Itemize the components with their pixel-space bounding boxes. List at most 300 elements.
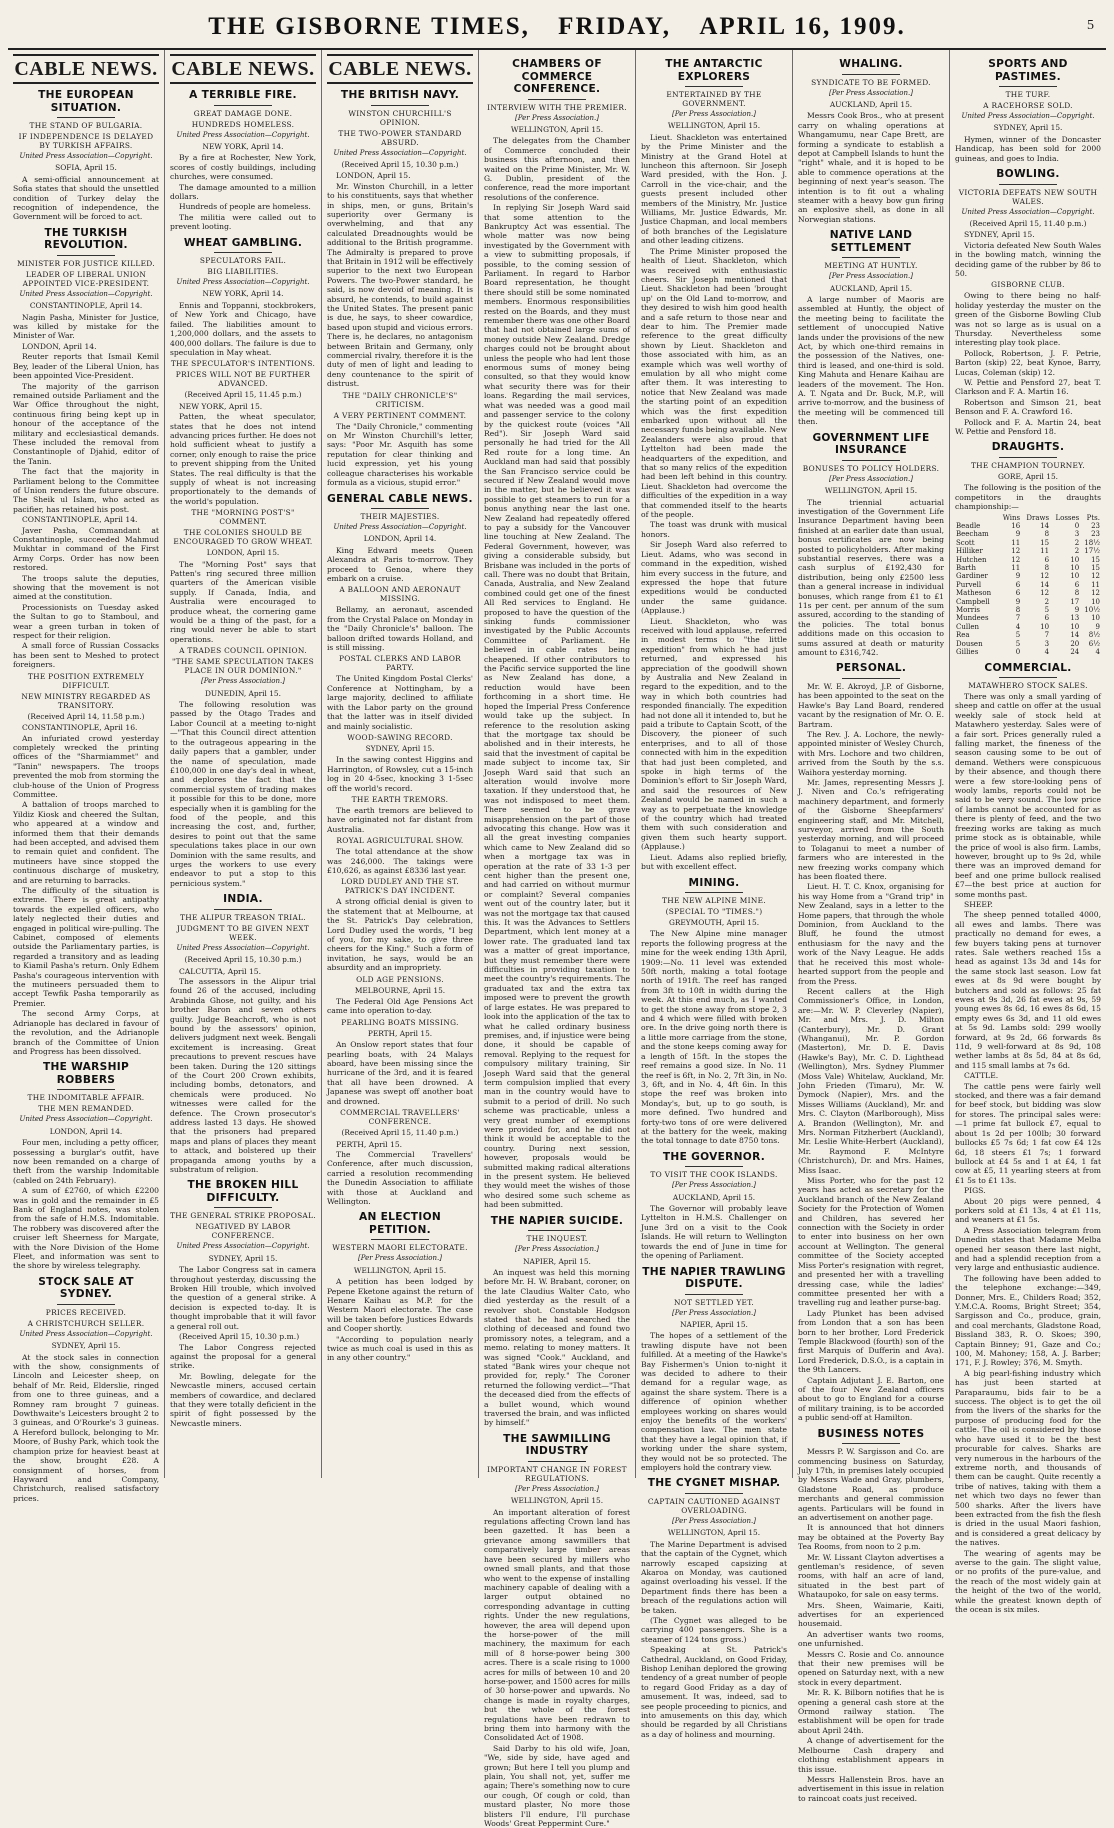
article-headline: THE NAPIER TRAWLING DISPUTE.: [642, 1265, 786, 1290]
article-headline: COMMERCIAL.: [984, 661, 1072, 674]
article-paragraph: The Labor Congress sat in camera throughout yesterday, discussing the Broken Hill trouble, which involved the question of a general strike. A decision is expected to-day. It is thought improbable that it will favor a general roll out.: [170, 1265, 316, 1331]
article-paragraph: Hymen, winner of the Doncaster Handicap, has been sold for 2000 guineas, and goes to India.: [955, 134, 1101, 163]
article-headline: BOWLING.: [996, 168, 1060, 181]
article-credit: [Per Press Association.]: [672, 1308, 756, 1317]
article: [327, 836, 473, 875]
article-dateline: WELLINGTON, April 15.: [824, 486, 918, 496]
article-paragraph: The Governor will probably leave Lyttelton in H.M.S. Challenger on June 3rd on a visit to the Cook Islands. He will return to Wellington towards the end of June in time for the opening of Parliament.: [641, 1204, 787, 1261]
article: [641, 1266, 787, 1473]
table-cell: 10: [1091, 597, 1100, 606]
headline-rule: [842, 74, 900, 75]
headline-rule: [371, 1239, 429, 1240]
table-cell: 11: [1091, 580, 1100, 589]
table-cell: 12: [1011, 547, 1021, 556]
masthead: [8, 6, 1106, 50]
article-subheading: A BALLOON AND AERONAUT MISSING.: [339, 585, 461, 604]
table-cell: Beecham: [956, 530, 989, 539]
article-paragraph: The assessors in the Alipur trial found 26 of the accused, including Arabinda Ghose, not guilty, and his brother Baron and seven others guilty. Judge Beachcroft, who is not bound by the assessors' opinion, delivers judgment next week. Bengali excitement is increasing. Great precautions to prevent rescues have been taken. During the 120 sittings of the Court 200 Crown exhibits, including bombs, detonators, and chemicals were produced. No witnesses were called for the defence. The Crown prosecutor's address lasted 13 days. He showed that the prisoners had prepared maps and plans of places they meant to attack, and bolstered up their propaganda among youths by a substratum of religion.: [170, 976, 316, 1175]
table-row: [955, 581, 1101, 589]
table-header-cell: [955, 514, 998, 522]
headline-rule: [842, 1443, 900, 1444]
article-dateline: WELLINGTON, April 15.: [510, 124, 604, 134]
article-credit: United Press Association—Copyright.: [176, 1242, 310, 1251]
table-row: [955, 572, 1101, 580]
article-paragraph: The Federal Old Age Pensions Act came into operation to-day.: [327, 997, 473, 1016]
article-paragraph: There was only a small yarding of sheep and cattle on offer at the usual weekly sale of stock held at Matawhero yesterday. Sales were of a fair sort. Prices generally ruled a falling market, the fineness of the season causing some to be out of demand. Wethers were conspicuous by their absence, and though there were a few store-looking pens of wooly lambs, reports could not be said to be very sound. The low price of lambs cannot be accounted for as there is plenty of feed, and the two freezing works are taking as much prime stock as is obtainable, while the price of wool is also firm. Lambs, however, brought up to 9s 2d, while there was an improved demand for beef and one prime bullock realised £7—the best price at auction for some months past.: [955, 692, 1101, 899]
table-cell: 20: [1070, 639, 1080, 648]
table-cell: Gillies: [956, 648, 979, 657]
article-dateline: SYDNEY, April 15.: [993, 123, 1063, 133]
article-subheading: WINSTON CHURCHILL'S OPINION.: [348, 108, 452, 127]
article-dateline: NEW YORK, April 14.: [202, 289, 284, 299]
article-dateline: PERTH, April 15.: [367, 1028, 433, 1038]
column-banner: CABLE NEWS.: [13, 54, 159, 84]
article-paragraph: Said Darby to his old wife, Joan, "We, side by side, have aged and grown; But here I tell you plump and plain, You shall not, yet, suffer me again; There's something now to cure our cough, Of cough or cold, than mustard plaster, No more those blisters I'll endure, I'll purchase Woods' Great Peppermint Cure.": [484, 1743, 630, 1828]
table-cell: 9: [1015, 597, 1021, 606]
article-paragraph: A Press Association telegram from Dunedin states that Madame Melba opened her season there last night, and had a splendid reception from a very large and enthusiastic audience.: [955, 1225, 1101, 1273]
article-dateline: (Received April 14, 11.58 p.m.): [27, 711, 145, 721]
article-subheading: THE CHAMPION TOURNEY.: [970, 460, 1086, 470]
article-paragraph: An infuriated crowd yesterday completely wrecked the printing offices of the "Sharmiammet" and "Tanin" newspapers. The troops prevented the mob from storming the club-house of the Union of Progress Committee.: [13, 733, 159, 799]
article-paragraph: Reuter reports that Ismail Kemil Bey, leader of the Liberal Union, has been appointed Vice-President.: [13, 352, 159, 381]
article: [327, 733, 473, 793]
article: [13, 89, 159, 222]
article-subheading: BIG LIABILITIES.: [207, 267, 279, 277]
article-paragraph: King Edward meets Queen Alexandra at Paris to-morrow. They proceed to Genoa, where they embark on a cruise.: [327, 545, 473, 584]
table-cell: 9: [1015, 572, 1021, 581]
table-row: [955, 640, 1101, 648]
article: [327, 877, 473, 972]
article-paragraph: The total attendance at the show was 246,000. The takings were £10,626, as against £8336 last year.: [327, 847, 473, 875]
article-paragraph: Mrs. Sheen, Waimarie, Kaiti, advertises for an experienced housemaid.: [798, 1600, 944, 1629]
table-cell: 23: [1091, 530, 1100, 539]
article-paragraph: Victoria defeated New South Wales in the bowling match, winning the deciding game of the rubber by 86 to 50.: [955, 240, 1101, 278]
article-paragraph: The wearing of agents may be averse to the gain. The slight value, or no profits of the pure-value, and the reach of the most widely gain at the height of the two of the world, while the greatest known depth of the ocean is six miles.: [955, 1548, 1101, 1614]
article-paragraph: The troops salute the deputies, showing that the movement is not aimed at the constitution.: [13, 573, 159, 602]
article-credit: [Per Press Association.]: [515, 1245, 599, 1254]
article-paragraph: Captain Adjutant J. E. Barton, one of the four New Zealand officers about to go to England for a course of military training, is to be accorded a public send-off at Hamilton.: [798, 1375, 944, 1423]
masthead-day: FRIDAY,: [558, 13, 672, 40]
article-subheading: IF INDEPENDENCE IS DELAYED BY TURKISH AFFAIRS.: [18, 132, 154, 150]
article-dateline: DUNEDIN, April 15.: [205, 688, 281, 698]
article-subheading: THE GENERAL STRIKE PROPOSAL.: [170, 1211, 316, 1221]
masthead-date: APRIL 16, 1909.: [699, 13, 906, 40]
table-row: [955, 631, 1101, 639]
article-paragraph: A petition has been lodged by Pepene Eketone against the return of Henare Kaihau as M.P. for the Western Maori electorate. The case will be taken before Justices Edwards and Cooper shortly.: [327, 1277, 473, 1334]
article: [798, 1428, 944, 1804]
article-subheading: GISBORNE CLUB.: [991, 280, 1065, 290]
article-subheading: CAPTAIN CAUTIONED AGAINST OVERLOADING.: [647, 1496, 781, 1515]
article-subheading: THE INDOMITABLE AFFAIR.: [27, 1093, 145, 1103]
article-paragraph: The United Kingdom Postal Clerks' Conference at Nottingham, by a large majority, declined to affiliate with the Labor party on the ground that the latter was in itself divided and mainly socialistic.: [327, 674, 473, 731]
article-paragraph: SHEEP.: [964, 899, 993, 909]
article-headline: THE ANTARCTIC EXPLORERS: [665, 58, 763, 83]
article: [641, 1477, 787, 1739]
headline-rule: [371, 105, 429, 106]
article-subheading: A CHRISTCHURCH SELLER.: [27, 1318, 145, 1328]
article-credit: [Per Press Association.]: [829, 88, 913, 97]
article-paragraph: (The Cygnet was alleged to be carrying 400 passengers. She is a steamer of 124 tons gross.): [641, 1615, 787, 1644]
article-paragraph: Pollock and F. A. Martin 24, beat W. Pettie and Pensford 18.: [955, 417, 1101, 437]
table-header-cell: Draws: [1026, 513, 1050, 522]
table-cell: 8: [1044, 564, 1050, 573]
article: [13, 227, 159, 670]
article: [955, 662, 1101, 1615]
article-paragraph: Pollock, Robertson, J. F. Petrie, Barton (skip) 22, beat Kynoe, Barry, Lucas, Coleman (skip) 12.: [955, 348, 1101, 377]
article-paragraph: An advertiser wants two rooms, one unfurnished.: [798, 1629, 944, 1649]
article-headline: THE BRITISH NAVY.: [340, 89, 460, 101]
article-dateline: GREYMOUTH, April 15.: [668, 918, 760, 927]
article-paragraph: Messrs Cook Bros., who at present carry on whaling operations at Whangamumu, near Cape Brett, are forming a syndicate to establish a depot at Campbell Islands to hunt the "right" whale, and it is hoped to be able to commence operations at the beginning of next year's season. The intention is to fit out a whaling steamer with a heavy bow gun firing an explosive shell, as done in all Norwegian stations.: [798, 111, 944, 224]
article-subheading: PEARLING BOATS MISSING.: [341, 1017, 459, 1027]
article-paragraph: At the stock sales in connection with the show, consignments of Lincoln and Leicester sheep, on behalf of Mr. Reid, Elderslie, ringed from one to three guineas, and a Romney ram brought 7 guineas. Dowthwaite's Leicesters brought 2 to 3 guineas, and O'Rourke's 3 guineas. A Hereford bullock, belonging to Mr. Moore, of Bushy Park, which took the champion prize for heaviest beast at the show, brought £28. A consignment of horses, from Hayward and Company, Christchurch, realised satisfactory prices.: [13, 1352, 159, 1503]
article-paragraph: Patten, the wheat speculator, states that he does not intend advancing prices further. He does not hold sufficient wheat to justify a corner, only enough to raise the price to prevent shipping from the United States. The real difficulty is that the supply of wheat is not increasing proportionately to the demands of the world's population.: [170, 412, 316, 506]
article-dateline: LONDON, April 14.: [49, 1126, 123, 1136]
article-subheading: LEADER OF LIBERAL UNION APPOINTED VICE-PRESIDENT.: [22, 269, 150, 288]
article-subheading: SYNDICATE TO BE FORMED.: [811, 77, 931, 87]
article-credit: [Per Press Association.]: [829, 272, 913, 281]
column-1: [8, 50, 165, 1503]
article-dateline: (Received April 15, 11.40 p.m.): [969, 218, 1087, 228]
article-paragraph: Miss Porter, who for the past 12 years has acted as secretary for the Auckland branch of the New Zealand Society for the Protection of Women and Children, has severed her connection with the Society in order to enter into business on her own account at Wellington. The general committee of the Society accepted Miss Porter's resignation with regret, and presented her with a travelling dressing case, while the ladies' committee presented her with a travelling rug and leather purse-bag.: [798, 1176, 944, 1308]
table-cell: 6: [1044, 555, 1050, 564]
table-cell: 10: [1070, 622, 1080, 631]
table-cell: 13: [1070, 614, 1080, 623]
article-credit: United Press Association—Copyright.: [333, 148, 467, 157]
article-dateline: SOFIA, April 15.: [55, 163, 117, 173]
article-credit: United Press Association—Copyright.: [961, 207, 1095, 216]
table-cell: Barth: [956, 564, 976, 573]
article-headline: A TERRIBLE FIRE.: [189, 89, 297, 101]
article-subheading: WESTERN MAORI ELECTORATE.: [332, 1243, 468, 1253]
headline-rule: [685, 1493, 743, 1494]
article-headline: THE GOVERNOR.: [662, 1150, 766, 1163]
table-cell: 7: [1015, 614, 1021, 623]
article: [484, 1433, 630, 1828]
column-2: [165, 50, 322, 1478]
article-paragraph: Javer Pasha, Commandant at Constantinople, succeeded Mahmud Mukhtar in command of the First Army Corps. Order has now been restored.: [13, 525, 159, 573]
article: [955, 168, 1101, 278]
article-credit: [Per Press Association.]: [672, 1181, 756, 1190]
article-subheading: BONUSES TO POLICY HOLDERS.: [802, 463, 940, 473]
article: [327, 391, 473, 488]
headline-rule: [999, 457, 1057, 458]
article-paragraph: CATTLE.: [964, 1071, 999, 1081]
article-subheading: MEETING AT HUNTLY.: [824, 261, 918, 271]
article-subheading: COMMERCIAL TRAVELLERS' CONFERENCE.: [340, 1108, 460, 1127]
article-paragraph: The "Morning Post" says that Patten's ring secured three million quarters of the American visible supply. If Canada, India, and Australia were encouraged to produce wheat, the cornering game would be a thing of the past, for a ring would never be able to start operations.: [170, 559, 316, 644]
headline-rule: [214, 252, 272, 253]
article-credit: [Per Press Association.]: [829, 474, 913, 483]
article-dateline: (Received April 15, 10.30 p.m.): [341, 159, 459, 169]
article-paragraph: Owing to there being no half-holiday yesterday the muster on the green of the Gisborne Bowling Club was not so large as is usual on a Thursday. Nevertheless some interesting play took place.: [955, 291, 1101, 348]
table-row: [955, 648, 1101, 656]
table-row: [955, 522, 1101, 530]
table-cell: 4: [1044, 648, 1050, 657]
article-headline: SPORTS AND PASTIMES.: [988, 58, 1068, 83]
article: [327, 585, 473, 652]
table-cell: 9: [1015, 530, 1021, 539]
article-paragraph: Lieut. H. T. C. Knox, organising for his way Home from a "Grand trip" in New Zealand, says in a letter to the Home papers, that through the whole Dominion, from Auckland to the Bluff, he found the utmost enthusiasm for the navy and the work of the Navy League. He adds that he received this most whole-hearted support from the people and from the Press.: [798, 882, 944, 986]
article-paragraph: CONSTANTINOPLE, April 14.: [22, 515, 138, 525]
table-cell: 11: [1011, 538, 1021, 547]
article-subheading: A TRADES COUNCIL OPINION.: [179, 646, 307, 656]
article: [170, 237, 316, 358]
article: [798, 432, 944, 658]
article-subheading: PRICES WILL NOT BE FURTHER ADVANCED.: [175, 370, 311, 389]
article: [327, 1211, 473, 1362]
article-paragraph: Mr. W. E. Akroyd, J.P. of Gisborne, has been appointed to the seat on the Hawke's Bay Land Board, rendered vacant by the resignation of Mr. O. E. Bartram.: [798, 681, 944, 729]
article-subheading: THE EARTH TREMORS.: [351, 794, 449, 804]
article-paragraph: By a fire at Rochester, New York, scores of costly buildings, including churches, were consumed.: [170, 153, 316, 182]
table-cell: 12: [1091, 572, 1100, 581]
article: [327, 1108, 473, 1206]
article-headline: STOCK SALE AT SYDNEY.: [38, 1275, 134, 1301]
article-paragraph: The majority of the garrison remained outside Parliament and the War Office throughout the night, continuous firing being kept up in honour of the acceptance of the military and ecclesiastical demands. These included the removal from Constantinople of Djahid, editor of the Tanin.: [13, 381, 159, 466]
article: [955, 58, 1101, 163]
article-headline: THE SAWMILLING INDUSTRY: [503, 1432, 611, 1458]
headline-rule: [57, 117, 115, 118]
article-credit: United Press Association—Copyright.: [19, 1115, 153, 1124]
table-cell: 3: [1074, 530, 1080, 539]
headline-rule: [999, 86, 1057, 87]
table-row: [955, 539, 1101, 547]
table-cell: Gardiner: [956, 572, 988, 581]
article-paragraph: The Prime Minister proposed the health of Lieut. Shackleton, which was received with enthusiastic cheers. Sir Joseph mentioned that Lieut. Shackleton had been 'brought up' on the Old Land to-morrow, and they desired to wish him good health and a safe return to those near and dear to him. The Premier made reference to the great difficulty shown by Lieut. Shackleton and those associated with him, as an example which was well worthy of emulation by all who might come after them. It was interesting to notice that New Zealand was made the starting point of an expedition which was the first expedition embarked upon without all the necessary funds being available. New Zealanders were also proud that Lyttelton had been made the headquarters of the expedition, and that so many relics of the expedition had been left behind in this country. Lieut. Shackleton had overcome the difficulties of the expedition in a way that commended itself to the hearts of the people.: [641, 246, 787, 520]
article-paragraph: Messrs P. W. Sargisson and Co. are commencing business on Saturday, July 17th, in premises lately occupied by Messrs Wade and Gray, plumbers, Gladstone Road, as produce merchants and general commission agents. Particulars will be found in an advertisement on another page.: [798, 1447, 944, 1522]
article-paragraph: The earth tremors are believed to have originated not far distant from Australia.: [327, 805, 473, 834]
article-credit: United Press Association—Copyright.: [19, 1329, 153, 1338]
draughts-standings-table: [955, 514, 1101, 657]
table-cell: 11: [1011, 564, 1021, 573]
table-cell: Purvell: [956, 580, 982, 589]
article-paragraph: (Received April 15, 10.30 p.m.): [179, 1332, 300, 1342]
article-credit: United Press Association—Copyright.: [176, 130, 310, 139]
article: [170, 89, 316, 232]
article-credit: [Per Press Association.]: [515, 1484, 599, 1493]
article: [327, 493, 473, 584]
table-cell: 12: [1011, 555, 1021, 564]
article-paragraph: The following is the position of the competitors in the draughts championship:—: [955, 483, 1101, 512]
table-cell: Cullen: [956, 622, 979, 631]
table-cell: 4: [1015, 622, 1021, 631]
table-cell: Beadle: [956, 522, 981, 530]
article: [641, 1151, 787, 1261]
article-paragraph: An important alteration of forest regulations affecting Crown land has been gazetted. It has been a grievance among sawmillers that comparatively large timber areas have been secured by millers who owned small plants, and that those who went to the expense of installing machinery capable of dealing with a larger output obtained no corresponding advantage in cutting rights. Under the new regulations, however, the area will depend upon the horse-power of the mill machinery, the maximum for each mill of 8 horse-power being 300 acres. There is a scale rising to 1000 acres for mills of between 10 and 20 horse-power, and 1500 acres for mills of 30 horse-power and upwards. No change is made in royalty charges, but the whole of the forest regulations have been redrawn to bring them into harmony with the Consolidated Act of 1908.: [484, 1507, 630, 1743]
column-5: [636, 50, 793, 1739]
article-subheading: MINISTER FOR JUSTICE KILLED.: [17, 258, 155, 268]
article-paragraph: Sir Joseph Ward also referred to Lieut. Adams, who was second in command in the expedition, wished him every success in the future, and expressed the hope that future expeditions would be conducted under the same guidance. (Applause.): [641, 540, 787, 616]
article-subheading: NOT SETTLED YET.: [673, 1297, 755, 1307]
article-subheading: "THE SAME SPECULATION TAKES PLACE IN OUR DOMINION.": [171, 657, 315, 676]
article-headline: GOVERNMENT LIFE INSURANCE: [812, 431, 930, 457]
article-paragraph: The triennial actuarial investigation of the Government Life Insurance Department having been finished at an earlier date than usual, bonus certificates are now being posted to policyholders. After making substantial reserves, there was a cash surplus of £192,430 for distribution, being only £2500 less than a general increase in individual bonuses, which range from £1 to £1 11s per cent. per annum of the sum assured, according to the standing of the policies. The total bonus additions made on this occasion to sums assured at death or maturity amount to £316,742.: [798, 497, 944, 657]
article-paragraph: The toast was drunk with musical honors.: [641, 520, 787, 539]
article: [327, 89, 473, 389]
article-paragraph: Recent callers at the High Commissioner's Office, in London, are:—Mr. W. P. Cleverley (Napier), Mr. and Mrs. J. D. Milton (Canterbury), Mr. D. Grant (Whanganui), Mr. P. Gordon (Masterton), Mr. D. E. Davis (Hawke's Bay), Mr. C. D. Lighthead (Wellington), Mrs. Sydney Plummer (Moss Vale) Whitelaw, Auckland, Mr. John Frieden (Timaru), Mr. W. Dymock (Napier), Mrs. and the Misses Williams (Auckland), Mr. and Mrs. C. Clayton (Marlborough), Miss A. Brandon (Wellington), Mr. and Mrs. Norman Fitzherbert (Auckland), Mr. Leslie White-Herbert (Auckland), Mr. Raymond F. McIntyre (Christchurch), Dr. and Mrs. Haines, Miss Isaac.: [798, 986, 944, 1175]
table-cell: 10: [1040, 622, 1050, 631]
article-paragraph: Four men, including a petty officer, possessing a burglar's outfit, have now been remanded on a charge of theft from the warship Indomitable (cabled on 24th February).: [13, 1138, 159, 1185]
article-paragraph: Messrs C. Rosie and Co. announce that their new premises will be opened on Saturday next, with a new stock in every department.: [798, 1649, 944, 1687]
article-paragraph: Mr. W. Lissant Clayton advertises a gentleman's residence, of seven rooms, with half an acre of land, situated in the best part of Whataupoko, for sale on easy terms.: [798, 1552, 944, 1600]
table-cell: 9: [1074, 606, 1080, 615]
article-paragraph: Ennis and Toppanni, stockbrokers, of New York and Chicago, have failed. The liabilities amount to 1,200,000 dollars, and the assets to 400,000 dollars. The failure is due to speculation in May wheat.: [170, 300, 316, 357]
article-paragraph: Mr. James, representing Messrs J. J. Niven and Co.'s refrigerating machinery department, and formerly of the Gisborne Sheepfarmers' engineering staff, and Mr. Mitchell, surveyor, arrived from the South yesterday morning, and will proceed to Tolaganui to meet a number of farmers who are interested in the new freezing works company which has been floated there.: [798, 777, 944, 882]
table-cell: 24: [1070, 648, 1080, 657]
article-paragraph: About 20 pigs were penned, 4 porkers sold at £1 13s, 4 at £1 11s, and weaners at £1 5s.: [955, 1196, 1101, 1225]
article-subheading: THE "DAILY CHRONICLE'S" CRITICISM.: [342, 390, 458, 409]
headline-rule: [685, 1294, 743, 1295]
article-headline: THE WARSHIP ROBBERS: [42, 1061, 130, 1086]
article-paragraph: Messrs Hallenstein Bros. have an advertisement in this issue in relation to raincoat coats just received.: [798, 1774, 944, 1803]
table-cell: 14: [1040, 580, 1050, 589]
table-cell: 11: [1040, 547, 1050, 556]
article-subheading: THE TWO-POWER STANDARD ABSURD.: [338, 128, 462, 147]
article-dateline: WELLINGTON, April 15.: [667, 1528, 761, 1538]
article-dateline: (Received April 15, 10.30 p.m.): [184, 955, 302, 965]
headline-rule: [528, 1461, 586, 1462]
table-cell: 8: [1044, 530, 1050, 539]
article-paragraph: Lieut. Shackleton, who was received with loud applause, referred in modest terms to "the little expedition" from which he had just returned, and expressed his appreciation of the goodwill shown by Australia and New Zealand in regard to the expedition, and to the way in which both countries had responded financially. The expedition had not done all it intended to, but he paid a tribute to Captain Scott, of the Discovery, the pioneer of such enterprises, and to all of those connected with him in the expedition that had just been completed, and spoke in high terms of the Dominion's effort to Sir Joseph Ward, and said the resources of New Zealand would be named in such a way as to perpetuate the knowledge of the country which had treated them with such consideration and given them such hearty support. (Applause.): [641, 616, 787, 852]
article-paragraph: CALCUTTA, April 15.: [179, 966, 262, 976]
article-subheading: THE ALIPUR TREASON TRIAL.: [180, 912, 306, 922]
table-header-cell: Losses: [1055, 513, 1080, 522]
article-dateline: MELBOURNE, April 15.: [354, 985, 446, 995]
article-paragraph: Mr. Bowling, delegate for the Newcastle miners, accused certain members of cowardice, and declared that they were totally deficient in the spirit of fight possessed by the Newcastle miners.: [170, 1371, 316, 1428]
article-subheading: TO VISIT THE COOK ISLANDS.: [650, 1170, 778, 1180]
article-paragraph: The militia were called out to prevent looting.: [170, 212, 316, 232]
article-subheading: IMPORTANT CHANGE IN FOREST REGULATIONS.: [487, 1464, 627, 1483]
article-subheading: THE MEN REMANDED.: [38, 1104, 134, 1114]
article-paragraph: The Marine Department is advised that the captain of the Cygnet, which narrowly escaped capsizing at Akaroa on Monday, was cautioned against overloading his vessel. If the Department finds there has been a breach of the regulations action will be taken.: [641, 1539, 787, 1615]
article: [170, 893, 316, 1174]
article-paragraph: Mr. Winston Churchill, in a letter to his constituents, says that whether in ships, men, or guns, Britain's superiority over Germany is overwhelming, and that any calculated Dreadnoughts would be additional to the British programme. The Admiralty is prepared to prove that Britain in 1912 will be effectively superior to the next two European Powers. The two-Power standard, he said, is now devoid of meaning. It is absurd, he contends, to build against the United States. The present panic is due, he says, to sheer cowardice, based upon stupid and vicious errors. There is, he declares, no antagonism between Britain and Germany, only commercial rivalry, therefore it is the duty of men of light and leading to deny countenance to the spirit of distrust.: [327, 181, 473, 389]
article-dateline: GORE, April 15.: [997, 471, 1059, 481]
table-cell: Hilliker: [956, 547, 983, 556]
article-headline: NATIVE LAND SETTLEMENT: [829, 229, 913, 254]
table-cell: 6: [1044, 614, 1050, 623]
table-cell: 16: [1011, 522, 1021, 530]
headline-rule: [214, 909, 272, 910]
table-header-cell: Pts.: [1086, 513, 1100, 522]
article-subheading: PRICES RECEIVED.: [45, 1307, 127, 1317]
table-row: [955, 623, 1101, 631]
article: [798, 58, 944, 224]
article-paragraph: The second Army Corps, at Adrianople has declared in favour of the revolution, and the Adrianople branch of the Committee of Union and Progress has been dissolved.: [13, 1009, 159, 1056]
article-dateline: SYDNEY, April 15.: [365, 743, 435, 753]
article-headline: THE EUROPEAN SITUATION.: [38, 89, 134, 114]
article-paragraph: The New Alpine mine manager reports the following progress at the mine for the week ending 13th April, 1909:—No. 11 level was extended 50ft north, making a total footage north of 191ft. The reef has ranged from 3ft to 10ft in width during the week. At this end much, as I wanted to get the stone away from stope 2, 3 and 4 which were filled with broken ore. In the drive going north there is a little more carriage from the stone, and the stone keeps coming away for a length of 15ft. In the stopes the reef remains a good size. In No. 11 the reef is 6ft, in No. 2, 7ft 3in, in No. 3, 6ft, and in No. 4, 4ft 6in. In this stope the reef was broken into Monday's, but, up to go south, is more defined. Two hundred and forty-two tons of ore were delivered at the battery for the week, making the total tonnage to date 8750 tons.: [641, 929, 787, 1146]
table-cell: Matheson: [956, 589, 992, 598]
article-paragraph: NEW YORK, April 15.: [179, 401, 263, 411]
table-cell: 8: [1074, 589, 1080, 598]
table-row: [955, 598, 1101, 606]
column-3: [322, 50, 479, 1478]
article-subheading: A RACEHORSE SOLD.: [983, 101, 1073, 110]
article-paragraph: A strong official denial is given to the statement that at Melbourne, at the St. Patrick's Day celebration, Lord Dudley used the words, "I beg of you, for my sake, to give three cheers for the King." Such a form of invitation, he says, would be an absurdity and an impropriety.: [327, 897, 473, 973]
table-cell: 17½: [1084, 547, 1100, 556]
article-headline: PERSONAL.: [835, 662, 907, 675]
article: [641, 58, 787, 872]
article: [484, 58, 630, 1210]
table-row: [955, 606, 1101, 614]
column-6: [793, 50, 950, 1803]
article-credit: [Per Press Association.]: [201, 677, 285, 686]
article-paragraph: CONSTANTINOPLE, April 16.: [22, 723, 138, 733]
article-paragraph: A big pearl-fishing industry which has just been started at Paraparaumu, bids fair to be a success. The object is to get the oil from the livers of the sharks for the purpose of producing food for the cattle. The oil is considered by those who have used it to be the best procurable for calves. Sharks are very numerous in the harbours of the extreme north, and thousands of them can be caught. Quite recently a tribe of natives, taking with them a net which two days no fewer than 500 sharks. After the livers have been extracted from the fish the flesh is dried in the usual Maori fashion, and is considered a great delicacy by the natives.: [955, 1368, 1101, 1548]
article-subheading: SPECULATORS FAIL.: [199, 256, 287, 266]
table-cell: 10: [1070, 555, 1080, 564]
article: [327, 795, 473, 834]
article: [798, 662, 944, 1422]
article-paragraph: The Commercial Travellers' Conference, after much discussion, carried a resolution recommending the Dunedin Association to affiliate with those at Auckland and Wellington.: [327, 1149, 473, 1206]
article-subheading: THE NEW ALPINE MINE.: [662, 896, 766, 905]
article-subheading: THEIR MAJESTIES.: [360, 512, 440, 521]
table-header-cell: Wins: [1002, 513, 1021, 522]
article-dateline: AUCKLAND, April 15.: [829, 283, 913, 293]
table-cell: 5: [1015, 639, 1021, 648]
headline-rule: [999, 677, 1057, 678]
table-cell: Scott: [956, 538, 975, 547]
article-dateline: LONDON, April 14.: [363, 534, 437, 544]
table-cell: Mundees: [956, 614, 989, 623]
article-paragraph: The damage amounted to a million dollars.: [170, 182, 316, 201]
article-subheading: WOOD-SAWING RECORD.: [347, 732, 453, 742]
table-cell: 15: [1091, 555, 1100, 564]
article-credit: [Per Press Association.]: [672, 1516, 756, 1525]
page-number: 5: [1087, 18, 1094, 33]
table-cell: 10½: [1084, 606, 1100, 615]
article-credit: United Press Association—Copyright.: [176, 943, 310, 952]
column-banner: CABLE NEWS.: [170, 54, 316, 84]
table-cell: 0: [1015, 648, 1021, 657]
headline-rule: [842, 460, 900, 461]
column-4: [479, 50, 636, 1828]
table-cell: 10: [1070, 572, 1080, 581]
table-row: [955, 556, 1101, 564]
article-subheading: POSTAL CLERKS AND LABOR PARTY.: [338, 654, 462, 673]
article-credit: United Press Association—Copyright.: [333, 523, 467, 531]
article: [955, 280, 1101, 436]
headline-rule: [528, 1230, 586, 1231]
headline-rule: [214, 1207, 272, 1208]
article-subheading: THE COLONIES SHOULD BE ENCOURAGED TO GROW WHEAT.: [173, 528, 313, 547]
table-cell: 4: [1095, 648, 1100, 657]
table-cell: Hutchen: [956, 555, 987, 564]
article-paragraph: PIGS.: [964, 1186, 986, 1196]
article-subheading: ENTERTAINED BY THE GOVERNMENT.: [666, 90, 762, 108]
article-paragraph: A change of advertisement for the Melbourne Cash drapery and clothing establishment appears in this issue.: [798, 1736, 944, 1774]
table-row: [955, 589, 1101, 597]
table-cell: 8: [1015, 606, 1021, 615]
article-paragraph: The following resolution was passed by the Otago Trades and Labor Council at a meeting to-night—"That this Council direct attention to the outrageous appearing in the daily papers that a gambler, under the name of speculation, made £100,000 in one day's deal in wheat, and deplores the fact that the commercial system of trading makes it possible for this to be done, more especially when it is gambling for the food of the people, and this increasing the cost, and, further, desires to point out that the same speculations takes place in our own Dominion with the same results, and urges the workers to use every endeavor to put a stop to this pernicious system.": [170, 700, 316, 888]
table-cell: 14: [1040, 522, 1050, 530]
article-paragraph: A battalion of troops marched to Yildiz Kiosk and cheered the Sultan, who appeared at a window and informed them that their demands had been accepted, and advised them to remain quiet and confident. The mutineers have since stopped the continuous discharge of musketry, and are returning to barracks.: [13, 800, 159, 885]
article-credit: United Press Association—Copyright.: [19, 289, 153, 298]
headline-rule: [57, 255, 115, 256]
article-paragraph: In the sawing contest Higgins and Harrington, of Rowsley, cut a 15-inch log in 20 4-5sec, knocking 3 1-5sec off the world's record.: [327, 755, 473, 793]
article-paragraph: LONDON, April 14.: [22, 341, 97, 351]
article: [170, 359, 316, 506]
article-paragraph: It is announced that hot dinners may be obtained at the Poverty Bay Tea Rooms, from noon to 2 p.m.: [798, 1523, 944, 1552]
article-paragraph: Mr. R. K. Bilborn notifies that he is opening a general cash store at the Ormond railway station. The establishment will be open for trade about April 24th.: [798, 1688, 944, 1735]
headline-rule: [685, 1166, 743, 1167]
columns-container: [8, 50, 1106, 1828]
article-paragraph: The fact that the majority in Parliament belong to the Committee of Union renders the future obscure. The Sheik ul Islam, who acted as pacifier, has retained his post.: [13, 467, 159, 514]
article: [170, 646, 316, 888]
table-cell: 2: [1044, 597, 1050, 606]
table-cell: 12: [1091, 589, 1100, 598]
